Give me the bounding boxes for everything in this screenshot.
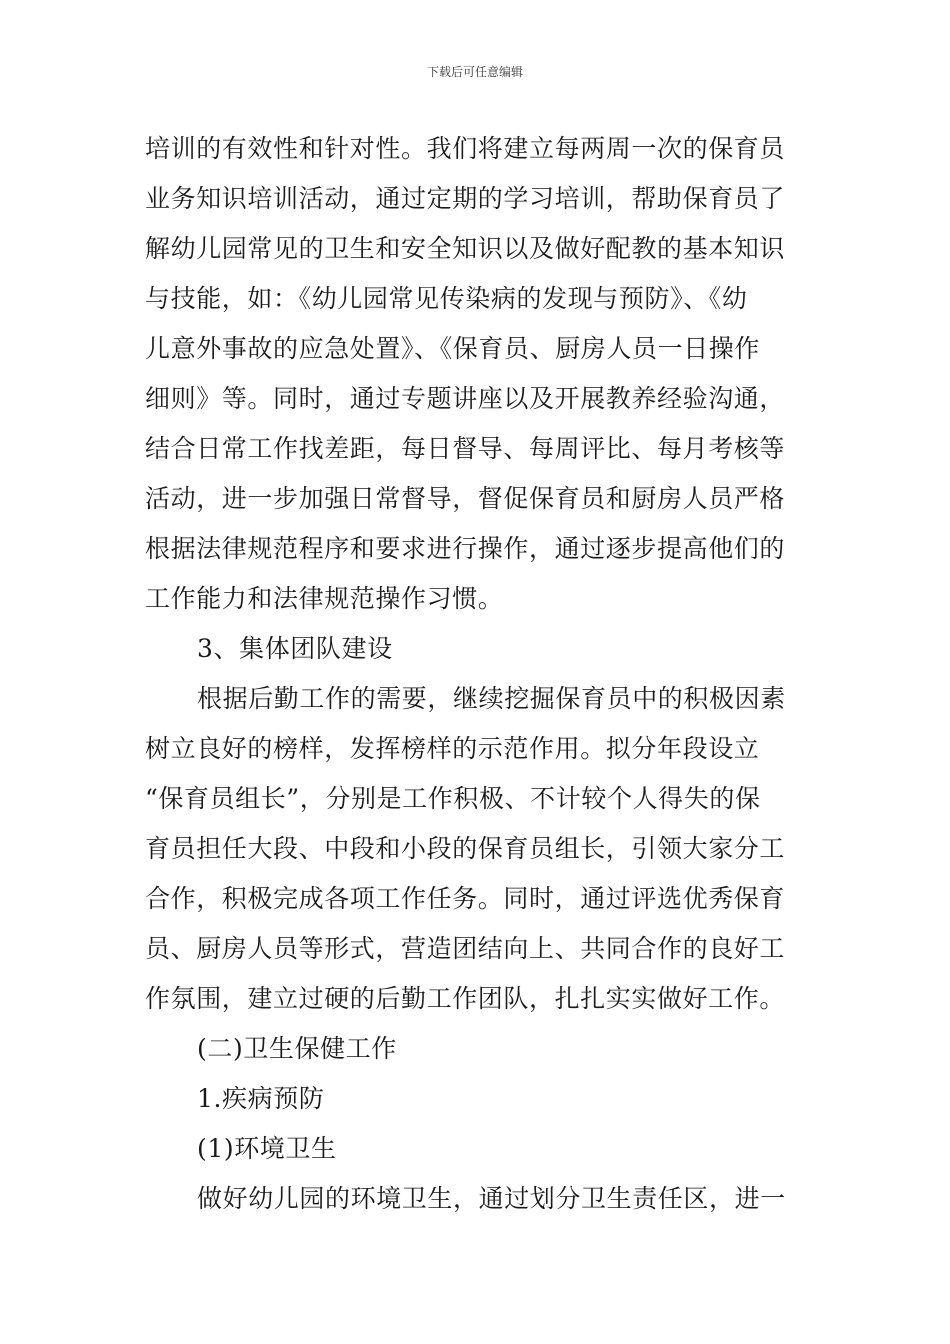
text-line: 细则》等。同时，通过专题讲座以及开展教养经验沟通， [145,384,786,413]
text-line: 儿意外事故的应急处置》、《保育员、厨房人员一日操作 [145,334,761,363]
text-line: 培训的有效性和针对性。我们将建立每两周一次的保育员 [145,134,786,163]
document-body [145,124,809,1224]
text-line: 合作，积极完成各项工作任务。同时，通过评选优秀保育 [145,884,786,913]
page-header: 下载后可任意编辑 [426,65,523,79]
text-line: 活动，进一步加强日常督导，督促保育员和厨房人员严格 [145,484,786,513]
text-line: 结合日常工作找差距，每日督导、每周评比、每月考核等 [145,434,786,463]
section-heading: 3、集体团队建设 [197,634,393,663]
text-line: 工作能力和法律规范操作习惯。 [145,584,504,613]
subsection-heading: (1)环境卫生 [197,1134,337,1163]
text-line: “保育员组长”，分别是工作积极、不计较个人得失的保 [145,784,761,813]
text-line: 育员担任大段、中段和小段的保育员组长，引领大家分工 [145,834,786,863]
subsection-heading: 1.疾病预防 [197,1084,325,1113]
text-line: 根据法律规范程序和要求进行操作，通过逐步提高他们的 [145,534,786,563]
paragraph-start: 做好幼儿园的环境卫生，通过划分卫生责任区，进一 [197,1184,786,1213]
text-line: 树立良好的榜样，发挥榜样的示范作用。拟分年段设立 [145,734,760,763]
text-line: 作氛围，建立过硬的后勤工作团队，扎扎实实做好工作。 [145,984,786,1013]
text-line: 与技能，如：《幼儿园常见传染病的发现与预防》、《幼 [145,284,748,313]
text-line: 解幼儿园常见的卫生和安全知识以及做好配教的基本知识 [145,234,786,263]
text-line: 业务知识培训活动，通过定期的学习培训，帮助保育员了 [145,184,786,213]
section-heading: (二)卫生保健工作 [197,1034,397,1063]
paragraph-start: 根据后勤工作的需要，继续挖掘保育员中的积极因素 [197,684,786,713]
text-line: 员、厨房人员等形式，营造团结向上、共同合作的良好工 [145,934,786,963]
